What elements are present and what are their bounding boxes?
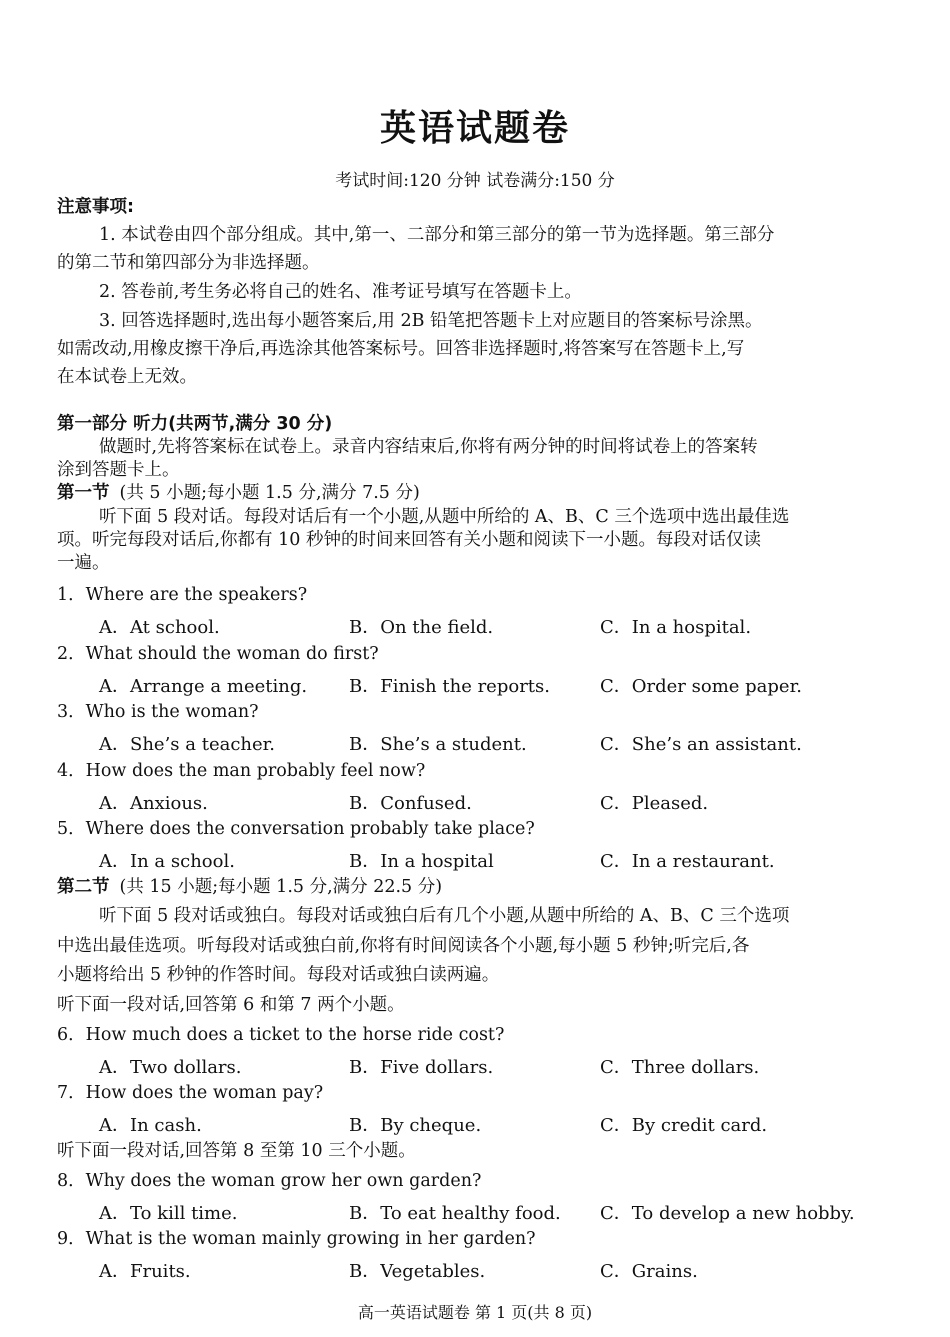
q3-option-a: A．She’s a teacher. [99, 734, 276, 755]
q1-option-c: C．In a hospital. [600, 617, 752, 638]
notice-item-1: 1. 本试卷由四个部分组成。其中,第一、二部分和第三部分的第一节为选择题。第三部分 [99, 225, 775, 245]
group-instruction-1: 听下面一段对话,回答第 6 和第 7 两个小题。 [57, 995, 405, 1015]
question-7: 7．How does the woman pay? [57, 1083, 324, 1103]
group-instruction-2: 听下面一段对话,回答第 8 至第 10 三个小题。 [57, 1141, 416, 1161]
part1-heading: 第一部分 听力(共两节,满分 30 分) [57, 414, 333, 434]
q5-option-c: C．In a restaurant. [600, 851, 775, 872]
part1-intro: 做题时,先将答案标在试卷上。录音内容结束后,你将有两分钟的时间将试卷上的答案转 [99, 437, 758, 457]
part1-intro-cont: 涂到答题卡上。 [57, 460, 180, 480]
question-2: 2．What should the woman do first? [57, 644, 379, 664]
section1-intro: 听下面 5 段对话。每段对话后有一个小题,从题中所给的 A、B、C 三个选项中选出最佳选 [99, 507, 790, 527]
q3-option-b: B．She’s a student. [349, 734, 527, 755]
section2-intro-cont: 中选出最佳选项。听每段对话或独白前,你将有时间阅读各个小题,每小题 5 秒钟;听完后,各 [57, 936, 750, 956]
question-6: 6．How much does a ticket to the horse ride cost? [57, 1025, 505, 1045]
question-8: 8．Why does the woman grow her own garden? [57, 1171, 482, 1191]
section1-heading [57, 482, 897, 504]
notice-item-2: 2. 答卷前,考生务必将自己的姓名、准考证号填写在答题卡上。 [99, 282, 582, 302]
q4-option-a: A．Anxious. [99, 793, 208, 814]
section1-note: (共 5 小题;每小题 1.5 分,满分 7.5 分) [119, 483, 420, 503]
notice-heading: 注意事项: [57, 197, 134, 217]
question-5: 5．Where does the conversation probably take place? [57, 819, 535, 839]
q6-option-a: A．Two dollars. [99, 1057, 242, 1078]
q9-option-a: A．Fruits. [99, 1261, 191, 1282]
q5-option-a: A．In a school. [99, 851, 235, 872]
q4-option-b: B．Confused. [349, 793, 472, 814]
section2-heading [57, 876, 897, 898]
q6-option-c: C．Three dollars. [600, 1057, 760, 1078]
q7-option-c: C．By credit card. [600, 1115, 768, 1136]
q7-option-b: B．By cheque. [349, 1115, 482, 1136]
q3-option-c: C．She’s an assistant. [600, 734, 802, 755]
q2-option-a: A．Arrange a meeting. [99, 676, 308, 697]
q9-option-b: B．Vegetables. [349, 1261, 486, 1282]
notice-item-1-cont: 的第二节和第四部分为非选择题。 [57, 253, 320, 273]
q6-option-b: B．Five dollars. [349, 1057, 494, 1078]
q5-option-b: B．In a hospital [349, 851, 494, 872]
section2-intro-end: 小题将给出 5 秒钟的作答时间。每段对话或独白读两遍。 [57, 965, 500, 985]
notice-item-3-end: 在本试卷上无效。 [57, 367, 197, 387]
question-3: 3．Who is the woman? [57, 702, 259, 722]
section2-intro: 听下面 5 段对话或独白。每段对话或独白后有几个小题,从题中所给的 A、B、C 三个选项 [99, 906, 790, 926]
q7-option-a: A．In cash. [99, 1115, 202, 1136]
page-footer: 高一英语试题卷 第 1 页(共 8 页) [357, 1303, 593, 1322]
question-9: 9．What is the woman mainly growing in her garden? [57, 1229, 536, 1249]
q2-option-b: B．Finish the reports. [349, 676, 550, 697]
notice-item-3: 3. 回答选择题时,选出每小题答案后,用 2B 铅笔把答题卡上对应题目的答案标号涂黑。 [99, 311, 763, 331]
q1-option-b: B．On the field. [349, 617, 494, 638]
q8-option-b: B．To eat healthy food. [349, 1203, 561, 1224]
q8-option-a: A．To kill time. [99, 1203, 238, 1224]
section2-note: (共 15 小题;每小题 1.5 分,满分 22.5 分) [119, 877, 443, 897]
exam-info: 考试时间:120 分钟 试卷满分:150 分 [335, 171, 615, 191]
section2-title: 第二节 [57, 877, 110, 897]
page-title: 英语试题卷 [379, 108, 570, 149]
section1-intro-end: 一遍。 [57, 553, 110, 573]
q9-option-c: C．Grains. [600, 1261, 698, 1282]
q8-option-c: C．To develop a new hobby. [600, 1203, 855, 1224]
section1-intro-cont: 项。听完每段对话后,你都有 10 秒钟的时间来回答有关小题和阅读下一小题。每段对话仅读 [57, 530, 761, 550]
notice-item-3-cont: 如需改动,用橡皮擦干净后,再选涂其他答案标号。回答非选择题时,将答案写在答题卡上,写 [57, 339, 745, 359]
question-1: 1．Where are the speakers? [57, 585, 308, 605]
question-4: 4．How does the man probably feel now? [57, 761, 426, 781]
section1-title: 第一节 [57, 483, 110, 503]
q2-option-c: C．Order some paper. [600, 676, 802, 697]
q4-option-c: C．Pleased. [600, 793, 709, 814]
q1-option-a: A．At school. [99, 617, 220, 638]
